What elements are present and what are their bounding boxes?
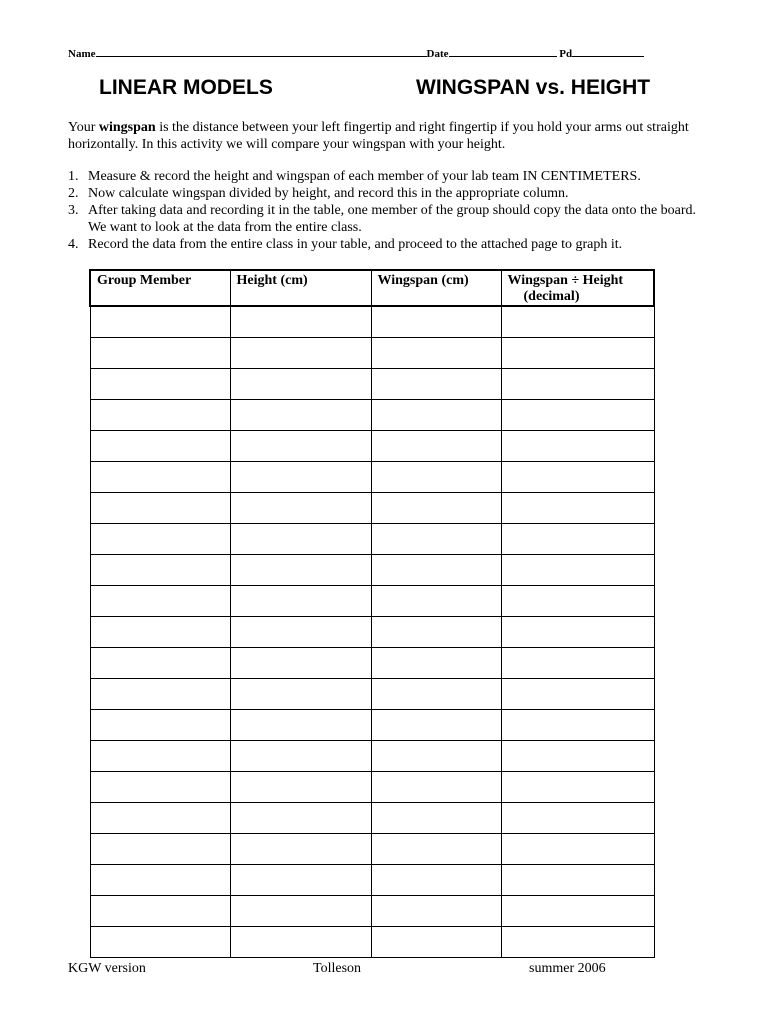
cell-height[interactable] [230,772,371,803]
cell-wingspan[interactable] [371,400,501,431]
table-header-row [90,270,654,306]
instruction-number: 1. [68,169,79,184]
header-group-member: Group Member [90,270,230,306]
cell-wingspan[interactable] [371,555,501,586]
cell-ratio[interactable] [501,803,654,834]
header-wingspan: Wingspan (cm) [371,270,501,306]
cell-wingspan[interactable] [371,338,501,369]
cell-wingspan[interactable] [371,803,501,834]
table-row [90,431,654,462]
cell-wingspan[interactable] [371,586,501,617]
cell-group-member[interactable] [90,896,230,927]
header-ratio-unit: (decimal) [523,289,580,304]
cell-ratio[interactable] [501,741,654,772]
instruction-number: 2. [68,186,79,201]
table-row [90,338,654,369]
cell-ratio[interactable] [501,834,654,865]
cell-ratio[interactable] [501,896,654,927]
table-body [90,306,654,958]
table-row [90,865,654,896]
instruction-text: Measure & record the height and wingspan of each member of your lab team IN CENTIMETERS. [88,169,641,184]
title-linear-models: LINEAR MODELS [99,76,273,99]
cell-ratio[interactable] [501,927,654,958]
instruction-list [68,168,708,253]
cell-wingspan[interactable] [371,710,501,741]
table-row [90,617,654,648]
cell-group-member[interactable] [90,865,230,896]
intro-paragraph [68,119,708,153]
instruction-text: Record the data from the entire class in your table, and proceed to the attached page to graph it. [88,237,623,252]
cell-ratio[interactable] [501,679,654,710]
cell-wingspan[interactable] [371,834,501,865]
cell-height[interactable] [230,338,371,369]
cell-ratio[interactable] [501,338,654,369]
header-height: Height (cm) [230,270,371,306]
header-fields [68,46,644,60]
title-wingspan-vs-height: WINGSPAN vs. HEIGHT [416,76,651,99]
cell-height[interactable] [230,462,371,493]
cell-group-member[interactable] [90,710,230,741]
period-field[interactable] [572,46,644,57]
cell-group-member[interactable] [90,648,230,679]
instruction-text: After taking data and recording it in the table, one member of the group should copy the data onto the board. We want to look at the data from the entire class. [88,203,697,235]
cell-height[interactable] [230,834,371,865]
cell-group-member[interactable] [90,586,230,617]
cell-ratio[interactable] [501,586,654,617]
cell-height[interactable] [230,369,371,400]
cell-wingspan[interactable] [371,617,501,648]
table-row [90,834,654,865]
cell-group-member[interactable] [90,679,230,710]
cell-wingspan[interactable] [371,306,501,338]
table-row [90,555,654,586]
intro-prefix: Your [68,120,99,135]
cell-group-member[interactable] [90,927,230,958]
cell-height[interactable] [230,679,371,710]
table-row [90,369,654,400]
cell-height[interactable] [230,586,371,617]
header-ratio [501,270,654,306]
cell-wingspan[interactable] [371,896,501,927]
instruction-text: Now calculate wingspan divided by height, and record this in the appropriate column. [88,186,569,201]
footer-version: KGW version [68,961,146,976]
cell-wingspan[interactable] [371,493,501,524]
cell-group-member[interactable] [90,338,230,369]
cell-group-member[interactable] [90,431,230,462]
period-label: Pd [559,48,573,60]
cell-wingspan[interactable] [371,927,501,958]
cell-group-member[interactable] [90,617,230,648]
table-row [90,648,654,679]
cell-wingspan[interactable] [371,772,501,803]
cell-ratio[interactable] [501,772,654,803]
instruction-item [68,202,708,236]
table-row [90,586,654,617]
cell-ratio[interactable] [501,400,654,431]
cell-wingspan[interactable] [371,369,501,400]
cell-height[interactable] [230,493,371,524]
table-row [90,400,654,431]
cell-height[interactable] [230,741,371,772]
cell-height[interactable] [230,896,371,927]
cell-ratio[interactable] [501,462,654,493]
cell-height[interactable] [230,648,371,679]
instruction-item [68,168,708,185]
footer-date: summer 2006 [529,961,606,976]
cell-ratio[interactable] [501,865,654,896]
instruction-number: 4. [68,237,79,252]
cell-wingspan[interactable] [371,524,501,555]
table-row [90,462,654,493]
name-label: Name [68,48,96,60]
cell-ratio[interactable] [501,493,654,524]
cell-group-member[interactable] [90,803,230,834]
cell-group-member[interactable] [90,493,230,524]
cell-ratio[interactable] [501,306,654,338]
cell-ratio[interactable] [501,524,654,555]
cell-ratio[interactable] [501,431,654,462]
table-row [90,306,654,338]
cell-height[interactable] [230,306,371,338]
intro-text: is the distance between your left fingertip and right fingertip if you hold your arms out straight horizontally. In this activity we will compare your wingspan with your height. [68,120,689,152]
cell-group-member[interactable] [90,772,230,803]
table-row [90,741,654,772]
cell-wingspan[interactable] [371,431,501,462]
table-row [90,710,654,741]
header-ratio-label: Wingspan ÷ Height [507,273,624,288]
cell-wingspan[interactable] [371,679,501,710]
cell-ratio[interactable] [501,648,654,679]
table-row [90,524,654,555]
cell-height[interactable] [230,803,371,834]
cell-group-member[interactable] [90,462,230,493]
cell-height[interactable] [230,431,371,462]
table-row [90,896,654,927]
table-row [90,679,654,710]
cell-wingspan[interactable] [371,865,501,896]
cell-group-member[interactable] [90,834,230,865]
date-field[interactable] [449,46,557,57]
table-row [90,803,654,834]
table-row [90,927,654,958]
cell-height[interactable] [230,927,371,958]
instruction-item [68,236,708,253]
cell-wingspan[interactable] [371,741,501,772]
cell-group-member[interactable] [90,306,230,338]
instruction-number: 3. [68,203,79,218]
cell-ratio[interactable] [501,617,654,648]
date-label: Date [426,48,449,60]
cell-height[interactable] [230,400,371,431]
cell-ratio[interactable] [501,555,654,586]
cell-group-member[interactable] [90,400,230,431]
cell-height[interactable] [230,710,371,741]
cell-height[interactable] [230,865,371,896]
data-table [89,269,655,958]
cell-wingspan[interactable] [371,462,501,493]
cell-height[interactable] [230,524,371,555]
name-field[interactable] [96,46,427,57]
cell-height[interactable] [230,555,371,586]
cell-group-member[interactable] [90,369,230,400]
intro-term: wingspan [98,120,156,135]
cell-group-member[interactable] [90,741,230,772]
instruction-item [68,185,708,202]
cell-ratio[interactable] [501,710,654,741]
cell-height[interactable] [230,617,371,648]
table-row [90,493,654,524]
table-row [90,772,654,803]
cell-wingspan[interactable] [371,648,501,679]
cell-group-member[interactable] [90,524,230,555]
footer-author: Tolleson [313,961,362,976]
cell-ratio[interactable] [501,369,654,400]
cell-group-member[interactable] [90,555,230,586]
